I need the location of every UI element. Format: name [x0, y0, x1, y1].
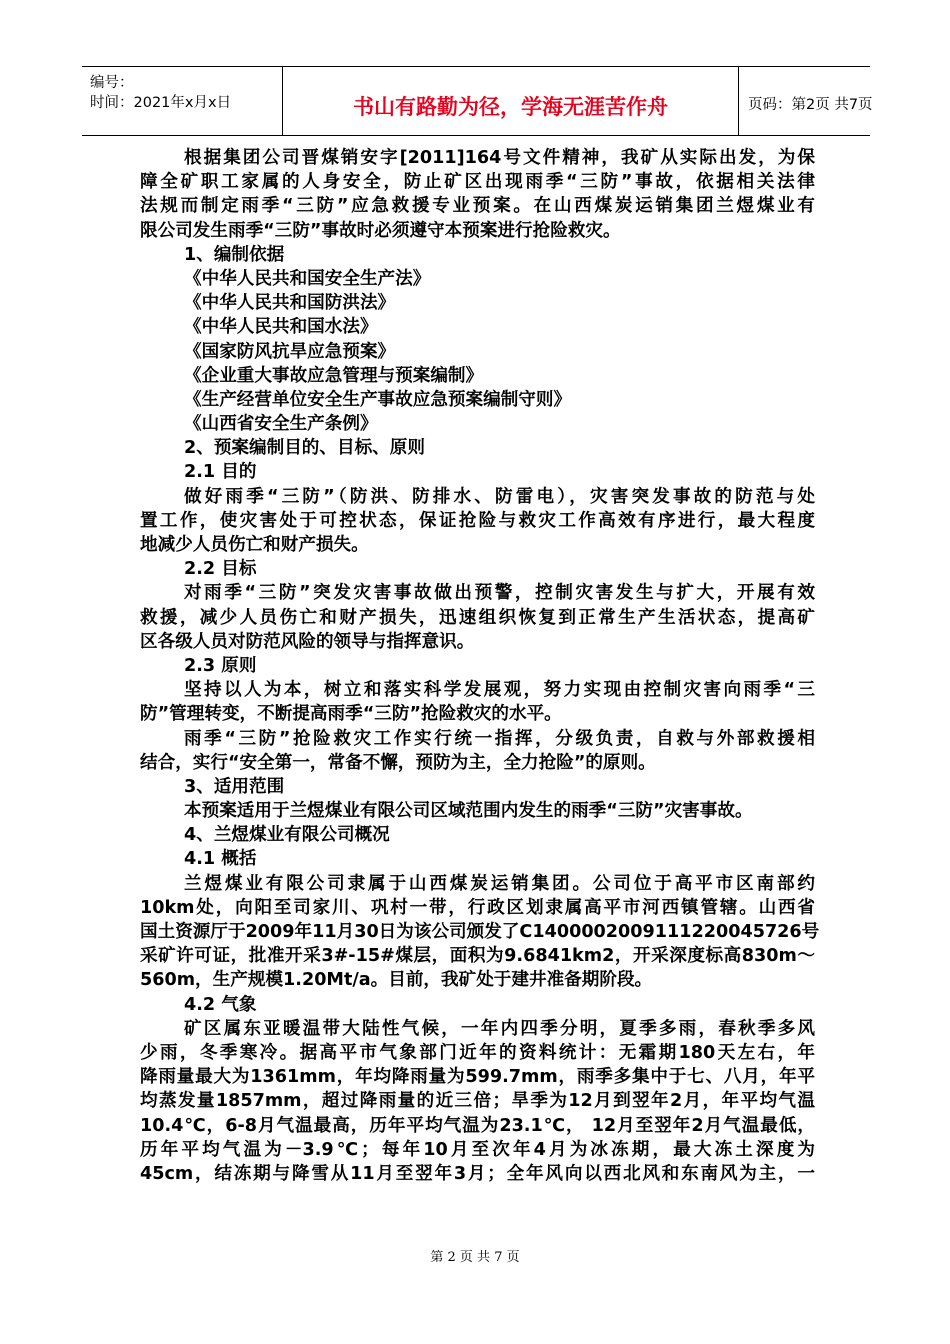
- page-footer: 第 2 页 共 7 页: [430, 1250, 520, 1265]
- body-text-line: 《山西省安全生产条例》: [184, 414, 378, 435]
- body-text-line: 4.2 气象: [184, 994, 257, 1015]
- body-text-line: 做好雨季“三防”（防洪、防排水、防雷电），灾害突发事故的防范与处: [184, 486, 815, 507]
- body-text-line: 结合，实行“安全第一，常备不懈，预防为主，全力抢险”的原则。: [140, 752, 656, 773]
- body-text-line: 本预案适用于兰煜煤业有限公司区域范围内发生的雨季“三防”灾害事故。: [184, 801, 753, 822]
- body-text-line: 国土资源厅于2009年11月30日为该公司颁发了C1400002009111220045726号: [140, 922, 820, 942]
- page-header: [82, 66, 873, 136]
- document-body: [140, 146, 820, 1186]
- body-text-line: 障全矿职工家属的人身安全，防止矿区出现雨季“三防”事故，依据相关法律: [140, 172, 815, 193]
- body-text-line: 《中华人民共和国安全生产法》: [184, 268, 431, 289]
- body-text-line: 矿区属东亚暖温带大陆性气候，一年内四季分明，夏季多雨，春秋季多风: [184, 1018, 815, 1039]
- body-text-line: 4、兰煜煤业有限公司概况: [184, 825, 390, 846]
- body-text-line: 救援，减少人员伤亡和财产损失，迅速组织恢复到正常生产生活状态，提高矿: [140, 607, 815, 628]
- body-text-line: 4.1 概括: [184, 849, 257, 870]
- body-text-line: 《中华人民共和国防洪法》: [184, 293, 396, 314]
- body-text-line: 法规而制定雨季“三防”应急救援专业预案。在山西煤炭运销集团兰煜煤业有: [140, 196, 815, 217]
- header-motto: 书山有路勤为径，学海无涯苦作舟: [353, 94, 668, 119]
- body-text-line: 历年平均气温为－3.9℃；每年10月至次年4月为冰冻期，最大冻土深度为: [140, 1139, 815, 1160]
- body-text-line: 45cm，结冻期与降雪从11月至翌年3月；全年风向以西北风和东南风为主，一: [140, 1163, 815, 1184]
- body-text-line: 2.3 原则: [184, 655, 257, 676]
- document-number-label: 编号：: [90, 75, 134, 91]
- body-text-line: 少雨，冬季寒冷。据高平市气象部门近年的资料统计：无霜期180天左右，年: [140, 1042, 815, 1063]
- body-text-line: 《生产经营单位安全生产事故应急预案编制守则》: [184, 389, 572, 410]
- body-text-line: 置工作，使灾害处于可控状态，保证抢险与救灾工作高效有序进行，最大程度: [140, 510, 815, 531]
- body-text-line: 10km处，向阳至司家川、巩村一带，行政区划隶属高平市河西镇管辖。山西省: [140, 897, 815, 918]
- body-text-line: 地减少人员伤亡和财产损失。: [140, 535, 369, 555]
- body-text-line: 根据集团公司晋煤销安字[2011]164号文件精神，我矿从实际出发，为保: [184, 148, 815, 168]
- header-info-cell: [82, 67, 282, 135]
- header-page-cell: [738, 67, 873, 135]
- body-text-line: 2、预案编制目的、目标、原则: [184, 438, 425, 459]
- body-text-line: 限公司发生雨季“三防”事故时必须遵守本预案进行抢险救灾。: [140, 220, 621, 241]
- body-text-line: 防”管理转变，不断提高雨季“三防”抢险救灾的水平。: [140, 704, 562, 725]
- body-text-line: 《国家防风抗旱应急预案》: [184, 341, 396, 362]
- body-text-line: 兰煜煤业有限公司隶属于山西煤炭运销集团。公司位于高平市区南部约: [184, 873, 815, 894]
- body-text-line: 采矿许可证，批准开采3#-15#煤层，面积为9.6841km2，开采深度标高830m～: [140, 946, 815, 967]
- document-time-label: 时间：2021年x月x日: [90, 95, 232, 111]
- body-text-line: 区各级人员对防范风险的领导与指挥意识。: [140, 631, 475, 652]
- body-text-line: 10.4℃，6-8月气温最高，历年平均气温为23.1℃， 12月至翌年2月气温最低，: [140, 1115, 815, 1136]
- body-text-line: 雨季“三防”抢险救灾工作实行统一指挥，分级负责，自救与外部救援相: [184, 728, 815, 749]
- body-text-line: 2.1 目的: [184, 462, 257, 483]
- body-text-line: 《中华人民共和国水法》: [184, 317, 378, 338]
- header-motto-cell: [282, 67, 739, 135]
- body-text-line: 1、编制依据: [184, 244, 285, 265]
- body-text-line: 均蒸发量1857mm，超过降雨量的近三倍；旱季为12月到翌年2月，年平均气温: [140, 1091, 815, 1112]
- body-text-line: 560m，生产规模1.20Mt/a。目前，我矿处于建井准备期阶段。: [140, 970, 653, 991]
- body-text-line: 2.2 目标: [184, 559, 257, 580]
- header-page-info: 页码：第2页 共7页: [748, 97, 873, 113]
- body-text-line: 降雨量最大为1361mm，年均降雨量为599.7mm，雨季多集中于七、八月，年平: [140, 1067, 815, 1088]
- body-text-line: 对雨季“三防”突发灾害事故做出预警，控制灾害发生与扩大，开展有效: [184, 583, 815, 604]
- body-text-line: 《企业重大事故应急管理与预案编制》: [184, 365, 484, 386]
- body-text-line: 坚持以人为本，树立和落实科学发展观，努力实现由控制灾害向雨季“三: [184, 680, 815, 701]
- body-text-line: 3、适用范围: [184, 776, 285, 797]
